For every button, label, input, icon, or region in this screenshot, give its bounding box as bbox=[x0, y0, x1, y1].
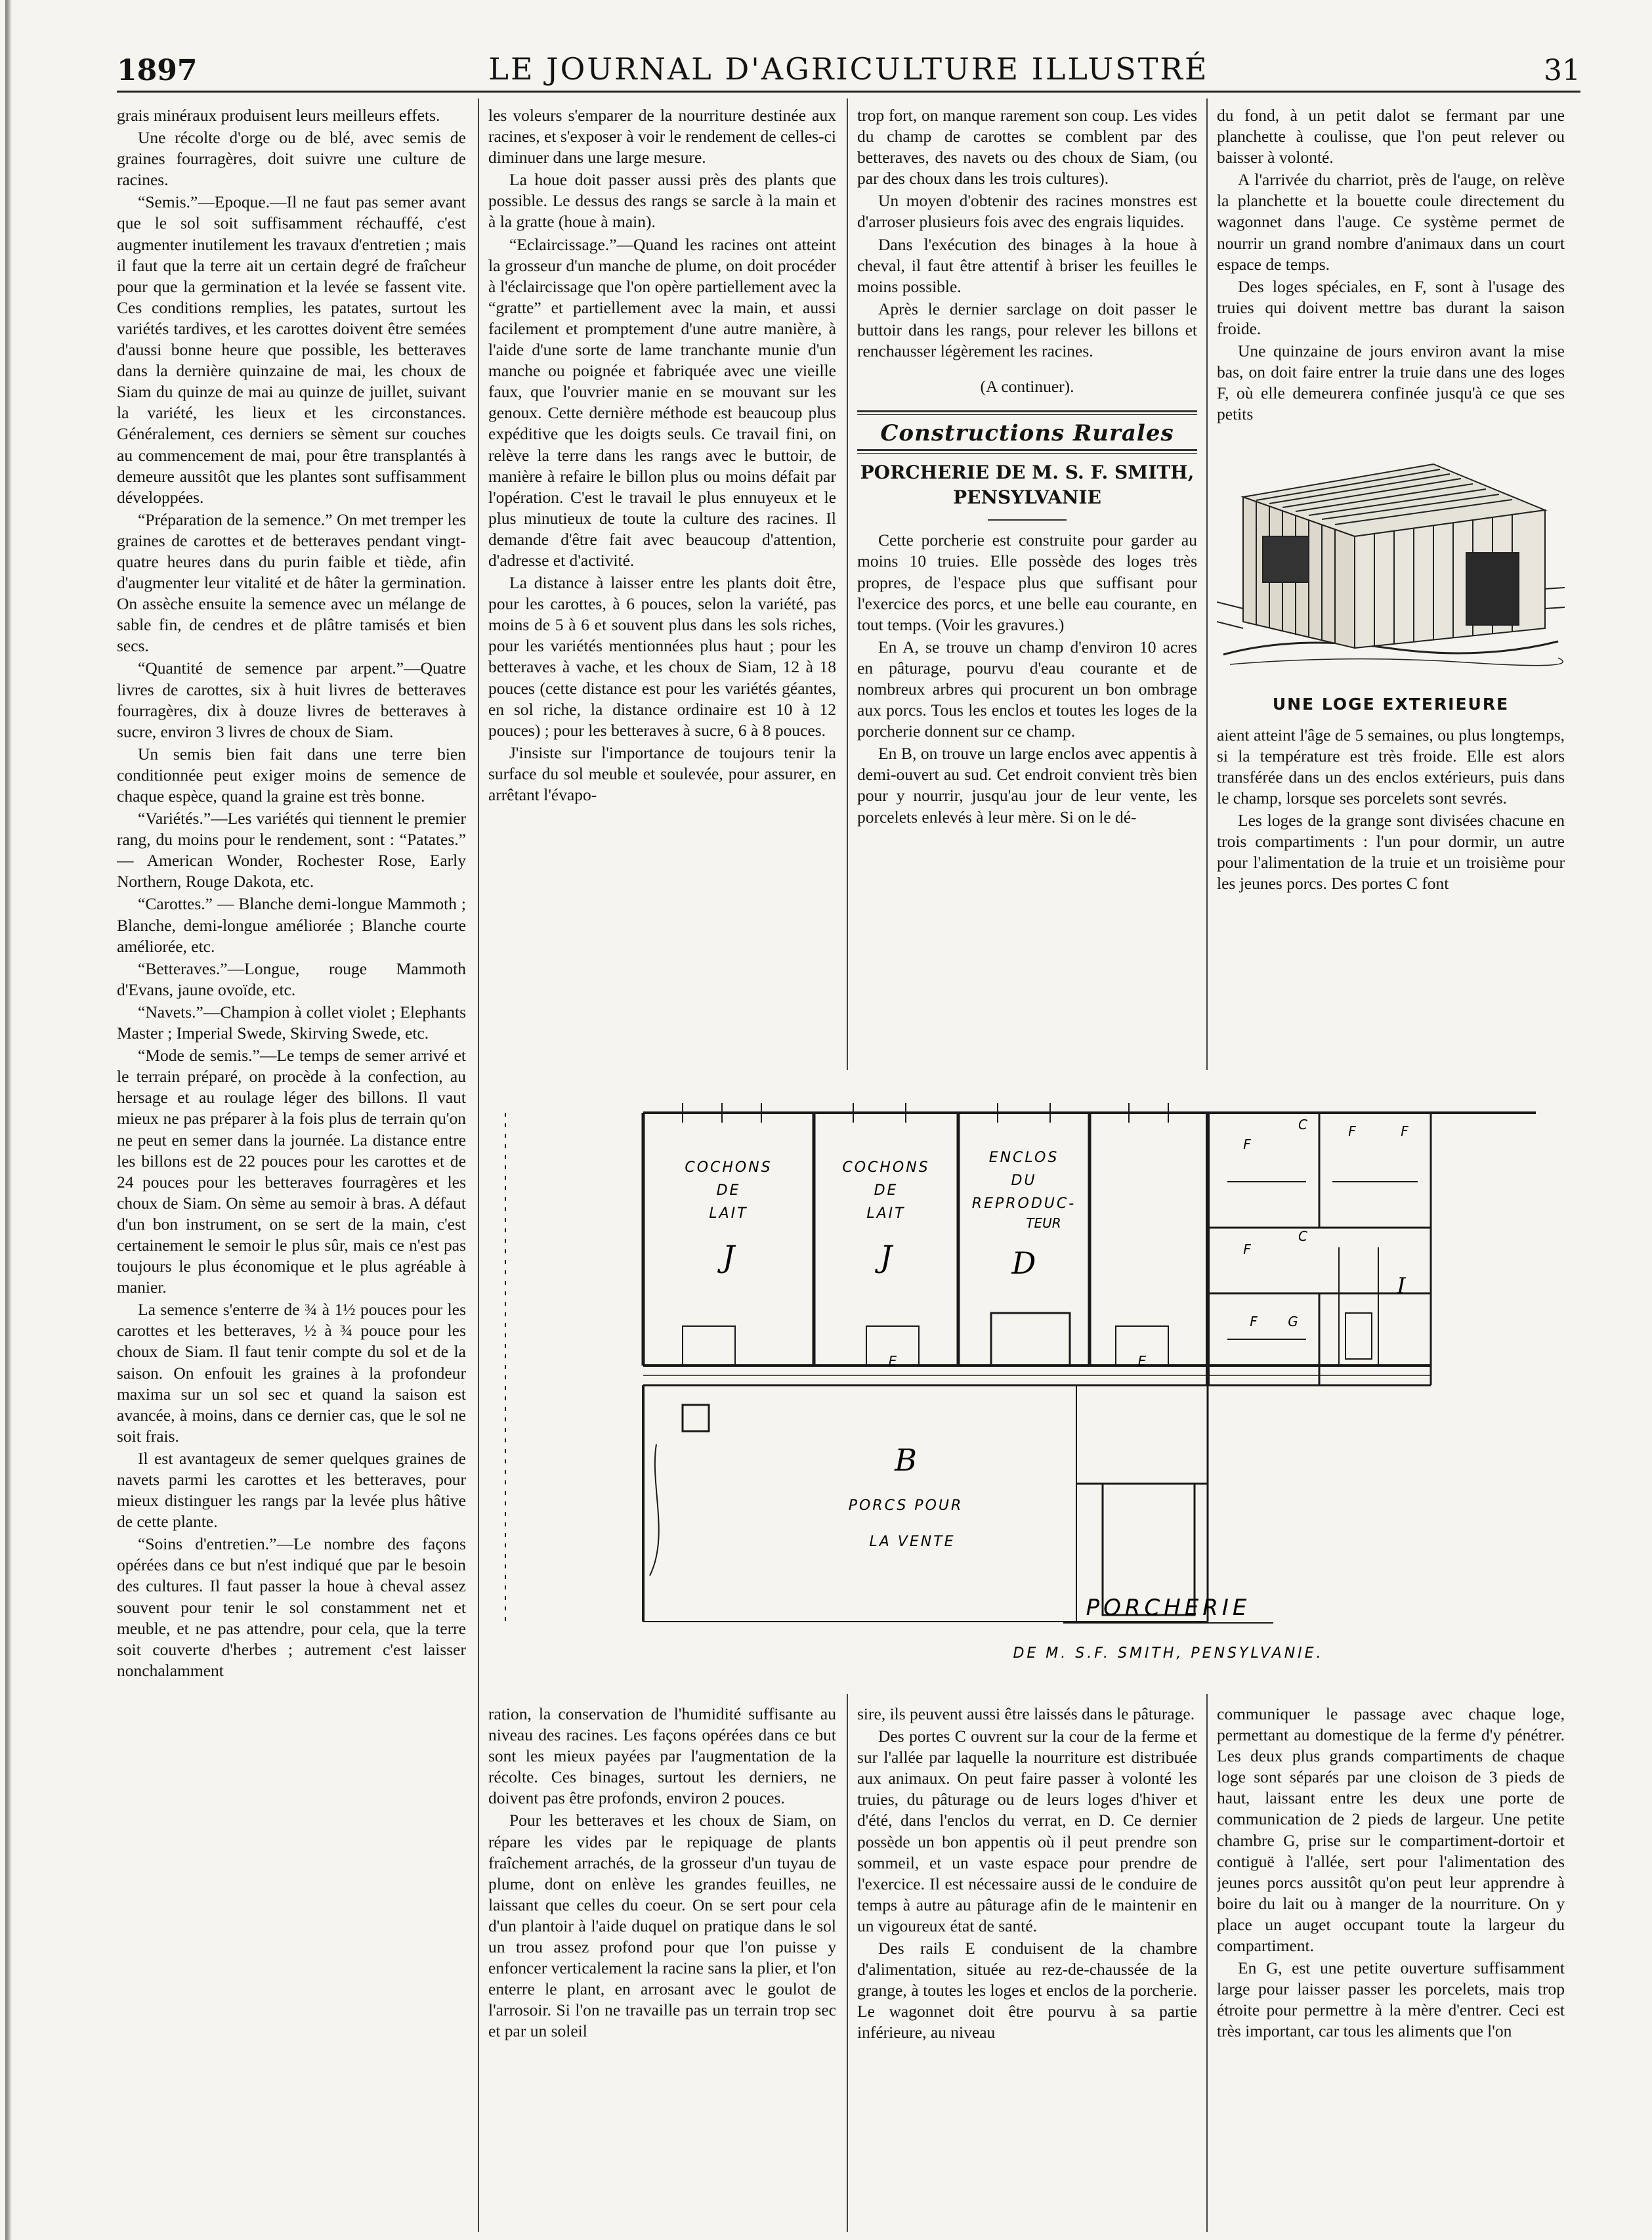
column-rule-1 bbox=[478, 98, 479, 2232]
column-rule-5 bbox=[1206, 1694, 1208, 2232]
col4-paragraph: Des loges spéciales, en F, sont à l'usage des truies qui doivent mettre bas durant la saison froide. bbox=[1217, 276, 1565, 338]
plan-marker-f: F bbox=[1250, 1314, 1258, 1329]
plan-marker-e: E bbox=[1137, 1353, 1147, 1369]
column-rule-3 bbox=[1206, 98, 1208, 1070]
col2-paragraph: “Eclaircissage.”—Quand les racines ont atteint la grosseur d'un manche de plume, on doit procéder à l'éclaircissage que l'on opère partiellement avec la “gratte” et partiellement avec la main, et aussi facilement et promptement d'une autre manière, à l'aide d'une sorte de lame tranchante munie d'un manche ou poignée et fabriquée avec une vieille faux, que l'ouvrier manie en se mouvant sur les genoux. Cette dernière méthode est beaucoup plus expéditive que les doigts seuls. Ce travail fini, on relève la terre dans les rangs avec le buttoir, de manière à refaire le billon plus ou moins défait par l'opération. C'est le travail le plus ennuyeux et le plus minutieux de toute la culture des racines. Il demande d'être fait avec beaucoup d'attention, d'adresse et d'activité. bbox=[488, 234, 836, 570]
col2-paragraph: La distance à laisser entre les plants doit être, pour les carottes, à 6 pouces, selon la variété, pas moins de 5 à 6 et souvent plus dans les sols riches, pour les variétés mentionnées plus haut ; pour les betteraves à vache, et les choux de Siam, 12 à 18 pouces (cette distance est pour les variétés géantes, en sol riche, la distance ordinaire est 10 à 12 pouces) ; pour les betteraves à sucre, 6 à 8 pouces. bbox=[488, 573, 836, 740]
col1-paragraph: “Betteraves.”—Longue, rouge Mammoth d'Evans, jaune ovoïde, etc. bbox=[117, 958, 466, 999]
article-title-line-1: PORCHERIE DE M. S. F. SMITH, bbox=[860, 462, 1195, 484]
col3-paragraph: Dans l'exécution des binages à la houe à cheval, il faut être attentif à briser les feuilles le moins possible. bbox=[857, 234, 1197, 296]
binding-edge bbox=[5, 0, 12, 2240]
col7-paragraph: communiquer le passage avec chaque loge, permettant au domestique de la ferme d'y pénétrer. Les deux plus grands compartiments de chaque loge sont séparés par une cloison de 3 pieds de haut, laissant entre les deux une porte de communication de 2 pieds de largeur. Une petite chambre G, prise sur le compartiment-dortoir et contiguë à l'allée, sert pour l'alimentation des jeunes porcs aussitôt qu'on peut leur apprendre à boire du lait ou à manger de la nourriture. On y place un auget occupant toute la largeur du compartiment. bbox=[1217, 1704, 1565, 1956]
room-3-label-line-2: DU bbox=[1011, 1173, 1037, 1189]
plan-marker-f: F bbox=[1401, 1123, 1408, 1139]
column-4 bbox=[1217, 105, 1565, 1070]
col4-paragraph: Les loges de la grange sont divisées chacune en trois compartiments : l'un pour dormir, un autre pour l'alimentation de la truie et un troisième pour les jeunes porcs. Des portes C font bbox=[1217, 810, 1565, 894]
col1-paragraph: “Soins d'entretien.”—Le nombre des façons opérées dans ce but n'est indiqué que par le besoin des cultures. Il faut passer la houe à cheval assez souvent pour tenir le sol constamment net et meuble, et ne pas attendre, pour cela, que la terre soit couverte d'herbes ; autrement c'est laisser nonchalamment bbox=[117, 1534, 466, 1680]
room-2-label-line-3: LAIT bbox=[866, 1205, 906, 1222]
col1-paragraph: Une récolte d'orge ou de blé, avec semis de graines fourragères, doit suivre une culture de racines. bbox=[117, 128, 466, 190]
engraving-caption: UNE LOGE EXTERIEURE bbox=[1272, 695, 1510, 714]
section-rule-top bbox=[857, 410, 1197, 415]
plan-marker-e: E bbox=[888, 1353, 897, 1369]
plan-marker-i: I bbox=[1397, 1273, 1406, 1299]
article-title-rule bbox=[988, 519, 1067, 521]
room-2-label-line-1: COCHONS bbox=[842, 1159, 930, 1176]
col2-paragraph: La houe doit passer aussi près des plants que possible. Le dessus des rangs se sarcle à la main et à la gratte (houe à main). bbox=[488, 170, 836, 232]
col7-paragraph: En G, est une petite ouverture suffisamment large pour laisser passer les porcelets, mais trop étroite pour permettre à la mère d'entrer. Ceci est très important, car tous les aliments que l'on bbox=[1217, 1958, 1565, 2041]
room-1-letter: J bbox=[722, 1239, 735, 1274]
plan-marker-f: F bbox=[1348, 1123, 1356, 1139]
piggery-floor-plan bbox=[486, 1077, 1575, 1687]
room-3-letter: D bbox=[1011, 1245, 1036, 1281]
column-7 bbox=[1217, 1704, 1565, 2235]
col4-paragraph: aient atteint l'âge de 5 semaines, ou plus longtemps, si la température est très froide. Elle est alors transférée dans un des enclos extérieurs, puis dans le champ, lorsque ses porcelets sont sevrés. bbox=[1217, 725, 1565, 808]
room-3-label-line-3: REPRODUC- bbox=[971, 1195, 1076, 1212]
section-title: Constructions Rurales bbox=[880, 420, 1174, 447]
pen-b-letter: B bbox=[895, 1442, 917, 1478]
continuation-note: (A continuer). bbox=[980, 377, 1074, 397]
article-title-line-2: PENSYLVANIE bbox=[953, 486, 1101, 509]
col2-paragraph: J'insiste sur l'importance de toujours tenir la surface du sol meuble et soulevée, pour assurer, en arrêtant l'évapo- bbox=[488, 743, 836, 804]
room-2-letter: J bbox=[879, 1239, 893, 1274]
column-5 bbox=[488, 1704, 836, 2235]
col3-paragraph: En A, se trouve un champ d'environ 10 acres en pâturage, pourvu d'eau courante et de nombreux arbres qui procurent un bon ombrage aux porcs. Tous les enclos et toutes les loges de la porcherie donnent sur ce champ. bbox=[857, 637, 1197, 741]
plan-marker-g: G bbox=[1288, 1314, 1298, 1329]
article-title bbox=[857, 460, 1197, 510]
col1-paragraph: La semence s'enterre de ¾ à 1½ pouces pour les carottes et les betteraves, ½ à ¾ pouce pour les choux de Siam. Il faut tenir compte du sol et de la saison. On enfouit les graines à la profondeur maxima sur un sol sec et quand la saison est avancée, à moins, dans ce dernier cas, que le sol ne soit frais. bbox=[117, 1300, 466, 1446]
col6-paragraph: Des rails E conduisent de la chambre d'alimentation, située au rez-de-chaussée de la grange, à toutes les loges et enclos de la porcherie. Le wagonnet doit être pourvu à sa partie inférieure, au niveau bbox=[857, 1939, 1197, 2042]
col4-paragraph: du fond, à un petit dalot se fermant par une planchette à coulisse, que l'on peut relever ou baisser à volonté. bbox=[1217, 106, 1565, 167]
col4-paragraph: Une quinzaine de jours environ avant la mise bas, on doit faire entrer la truie dans une des loges F, où elle demeurera confinée jusqu'à ce que ses petits bbox=[1217, 341, 1565, 424]
col1-paragraph: “Préparation de la semence.” On met tremper les graines de carottes et de betteraves pendant vingt-quatre heures dans du purin faible et tiède, afin d'augmenter leur vitalité et de hâter la germination. On assèche ensuite la semence avec un mélange de sable fin, de cendres et de plâtre tamisés et bien secs. bbox=[117, 509, 466, 656]
column-6 bbox=[857, 1704, 1197, 2235]
col6-paragraph: Des portes C ouvrent sur la cour de la ferme et sur l'allée par laquelle la nourriture est distribuée aux animaux. On peut faire passer à volonté les truies, du pâturage ou de leurs loges d'hiver et d'été, dans l'enclos du verrat, en D. Ce dernier possède un bon appentis où il peut prendre son sommeil, et un vaste espace pour prendre de l'exercice. Il est nécessaire aussi de le conduire de temps à autre au pâturage afin de le maintenir en un vigoureux état de santé. bbox=[857, 1727, 1197, 1935]
col1-paragraph: grais minéraux produisent leurs meilleurs effets. bbox=[117, 106, 440, 125]
col3-paragraph: En B, on trouve un large enclos avec appentis à demi-ouvert au sud. Cet endroit convient très bien pour y nourrir, jusqu'au jour de leur vente, les porcelets enlevés à leur mère. Si on le dé- bbox=[857, 744, 1197, 827]
header-rule bbox=[117, 91, 1580, 93]
col1-paragraph: “Semis.”—Epoque.—Il ne faut pas semer avant que le sol soit suffisamment réchauffé, c'est augmenter inutilement les travaux d'entretien ; mais il faut que la terre ait un certain degré de fraîcheur pour que la germination et la levée se fassent vite. Ces conditions remplies, les patates, surtout les variétés tardives, et les carottes doivent être semées d'aussi bonne heure que possible, les betteraves dans la dernière quinzaine de mai, les choux de Siam du quinze de mai au quinze de juillet, suivant la variété, les lieux et les circonstances. Généralement, ces derniers se sèment sur couches au commencement de mai, pour être transplantés à demeure aussitôt que les plantes sont suffisamment développées. bbox=[117, 192, 466, 507]
col5-paragraph: ration, la conservation de l'humidité suffisante au niveau des racines. Les façons opérées dans ce but sont les mieux payées par l'augmentation de la récolte. Ces binages, surtout les derniers, ne doivent pas être profonds, environ 2 pouces. bbox=[488, 1704, 836, 1808]
col1-paragraph: “Navets.”—Champion à collet violet ; Elephants Master ; Imperial Swede, Skirving Swede, etc. bbox=[117, 1002, 466, 1043]
col3-paragraph: Après le dernier sarclage on doit passer le buttoir dans les rangs, pour relever les billons et renchausser légèrement les racines. bbox=[857, 299, 1197, 361]
col1-paragraph: “Mode de semis.”—Le temps de semer arrivé et le terrain préparé, on procède à la confection, au hersage et au roulage léger des billons. Il vaut mieux ne pas préparer à la fois plus de terrain qu'on ne peut en semer dans la journée. La distance entre les billons est de 22 pouces pour les carottes et de 24 pouces pour les betteraves fourragères et les choux de Siam. On sème au semoir à bras. A défaut d'un bon instrument, on se sert de la main, c'est certainement le semoir le plus sûr, mais ce n'est pas toujours le plus économique et le plus agréable à manier. bbox=[117, 1046, 466, 1297]
pen-b-label-line-2: LA VENTE bbox=[869, 1534, 956, 1550]
column-3 bbox=[857, 105, 1197, 1070]
room-2-label-line-2: DE bbox=[874, 1182, 899, 1199]
room-3-label-line-1: ENCLOS bbox=[988, 1150, 1059, 1166]
section-rule-bottom bbox=[857, 449, 1197, 454]
col1-paragraph: “Quantité de semence par arpent.”—Quatre livres de carottes, six à huit livres de betteraves fourragères, dix à douze livres de betteraves à sucre, environ 3 livres de choux de Siam. bbox=[117, 658, 466, 741]
column-rule-2 bbox=[847, 98, 848, 1070]
plan-marker-f: F bbox=[1243, 1136, 1251, 1152]
plan-title: PORCHERIE bbox=[1086, 1595, 1251, 1621]
column-rule-4 bbox=[847, 1694, 848, 2232]
pen-engraving bbox=[1217, 438, 1565, 687]
plan-subtitle: DE M. S.F. SMITH, PENSYLVANIE. bbox=[1013, 1645, 1324, 1662]
col3-paragraph: Cette porcherie est construite pour garder au moins 10 truies. Elle possède des loges très propres, de l'espace plus que suffisant pour l'exercice des porcs, et une belle eau courante, en tout temps. (Voir les gravures.) bbox=[857, 530, 1197, 634]
pen-b-label-line-1: PORCS POUR bbox=[848, 1497, 964, 1514]
header-year: 1897 bbox=[117, 54, 198, 87]
room-1-label-line-1: COCHONS bbox=[685, 1159, 773, 1176]
plan-marker-c: C bbox=[1298, 1117, 1307, 1132]
header-title: LE JOURNAL D'AGRICULTURE ILLUSTRÉ bbox=[488, 51, 1209, 87]
column-2 bbox=[488, 105, 836, 1070]
col1-paragraph: “Carottes.” — Blanche demi-longue Mammoth ; Blanche, demi-longue améliorée ; Blanche courte améliorée, etc. bbox=[117, 894, 466, 956]
col1-paragraph: Il est avantageux de semer quelques graines de navets parmi les carottes et les betteraves, pour mieux distinguer les rangs par la levée plus hâtive de cette plante. bbox=[117, 1448, 466, 1532]
page-header bbox=[117, 49, 1580, 95]
column-1 bbox=[117, 105, 466, 2232]
col3-paragraph: Un moyen d'obtenir des racines monstres est d'arroser plusieurs fois avec des engrais liquides. bbox=[857, 191, 1197, 232]
col2-paragraph: les voleurs s'emparer de la nourriture destinée aux racines, et s'exposer à voir le rendement de celles-ci diminuer dans une large mesure. bbox=[488, 106, 836, 167]
room-1-label-line-2: DE bbox=[716, 1182, 741, 1199]
col5-paragraph: Pour les betteraves et les choux de Siam, on répare les vides par le repiquage de plants fraîchement arrachés, de la grosseur d'un tuyau de plume, dont on enlève les grandes feuilles, ne laissant que celles du coeur. On se sert pour cela d'un plantoir à l'aide duquel on pratique dans le sol un trou assez profond pour que l'on puisse y enfoncer verticalement la racine sans la plier, et l'on enterre le plant, en arrosant avec le goulot de l'arrosoir. Si l'on ne travaille pas un terrain trop sec et par un soleil bbox=[488, 1811, 836, 2041]
plan-marker-f: F bbox=[1243, 1241, 1251, 1257]
room-1-label-line-3: LAIT bbox=[709, 1205, 748, 1222]
col1-paragraph: Un semis bien fait dans une terre bien conditionnée peut exiger moins de semence de chaque espèce, quand la graine est très bonne. bbox=[117, 744, 466, 806]
header-page-number: 31 bbox=[1544, 54, 1580, 87]
col4-paragraph: A l'arrivée du charriot, près de l'auge, on relève la planchette et la bouette coule directement du wagonnet dans l'auge. Ce système permet de nourrir un grand nombre d'animaux dans un court espace de temps. bbox=[1217, 170, 1565, 274]
room-3-label-line-4: TEUR bbox=[1026, 1215, 1061, 1231]
plan-marker-c: C bbox=[1298, 1228, 1307, 1244]
col3-paragraph: trop fort, on manque rarement son coup. Les vides du champ de carottes se comblent par des betteraves, des navets ou des choux de Siam, (ou par des choux dans les trois cultures). bbox=[857, 106, 1197, 188]
col1-paragraph: “Variétés.”—Les variétés qui tiennent le premier rang, du moins pour le rendement, sont : “Patates.” — American Wonder, Rochester Rose, Early Northern, Rouge Dakota, etc. bbox=[117, 809, 466, 892]
col6-paragraph: sire, ils peuvent aussi être laissés dans le pâturage. bbox=[857, 1704, 1195, 1723]
